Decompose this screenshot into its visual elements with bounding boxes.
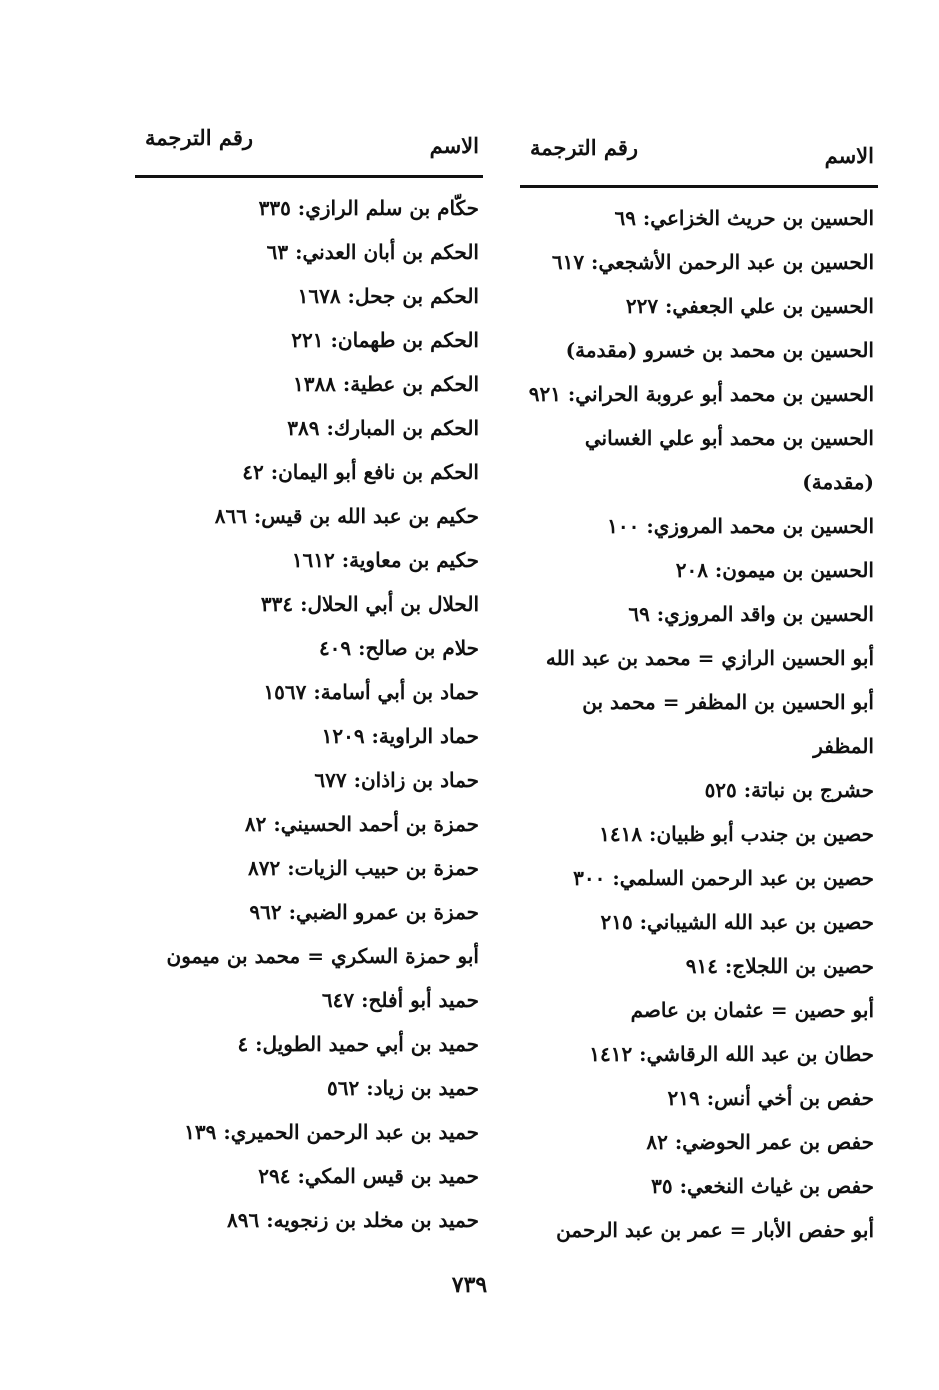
index-entry: حكّام بن سلم الرازي: ٣٣٥ [258,196,479,220]
index-entry: الحكم بن طهمان: ٢٢١ [291,328,479,352]
index-entry: الحسين بن محمد المروزي: ١٠٠ [607,514,874,538]
index-entry: حطان بن عبد الله الرقاشي: ١٤١٢ [589,1042,874,1066]
name-header: الاسم [429,133,479,158]
right-index-column [520,135,878,1252]
index-entry: حميد بن قيس المكي: ٢٩٤ [258,1164,479,1188]
index-entry: الحسين بن محمد بن خسرو (مقدمة) [565,338,874,362]
index-entry: أبو حصين = عثمان بن عاصم [630,998,874,1022]
header-rule [520,185,878,188]
index-entry: حمزة بن عمرو الضبي: ٩٦٢ [249,900,479,924]
index-entry: الحسين بن محمد أبو علي الغساني (مقدمة) [584,426,874,494]
left-entries-list [135,186,483,1242]
index-entry: حكيم بن معاوية: ١٦١٢ [291,548,479,572]
page-number: ٧٣٩ [451,1272,488,1298]
index-entry: حميد بن عبد الرحمن الحميري: ١٣٩ [184,1120,479,1144]
index-entry: أبو الحسين بن المظفر = محمد بن المظفر [582,690,874,758]
index-entry: حصين بن جندب أبو ظبيان: ١٤١٨ [599,822,874,846]
index-entry: حميد بن مخلد بن زنجويه: ٨٩٦ [227,1208,479,1232]
index-entry: حميد بن أبي حميد الطويل: ٤ [237,1032,479,1056]
index-entry: أبو حمزة السكري = محمد بن ميمون [166,944,479,968]
index-entry: حميد بن زياد: ٥٦٢ [327,1076,479,1100]
index-entry: حماد الراوية: ١٢٠٩ [321,724,479,748]
index-entry: حشرج بن نباتة: ٥٢٥ [704,778,874,802]
header-rule [135,175,483,178]
index-entry: حلام بن صالح: ٤٠٩ [318,636,479,660]
index-entry: حماد بن أبي أسامة: ١٥٦٧ [263,680,479,704]
index-entry: الحكم بن نافع أبو اليمان: ٤٢ [242,460,479,484]
index-entry: أبو الحسين الرازي = محمد بن عبد الله [545,646,874,670]
index-entry: الحكم بن جحل: ١٦٧٨ [297,284,479,308]
index-entry: الحسين بن عبد الرحمن الأشجعي: ٦١٧ [551,250,874,274]
index-entry: حمزة بن أحمد الحسيني: ٨٢ [244,812,479,836]
left-index-column [135,125,483,1242]
number-header: رقم الترجمة [145,125,254,150]
index-entry: الحكم بن المبارك: ٣٨٩ [287,416,479,440]
right-entries-list [520,196,878,1252]
index-entry: الحسين بن ميمون: ٢٠٨ [675,558,874,582]
index-entry: حفص بن غياث النخعي: ٣٥ [651,1174,874,1198]
index-entry: حصين بن اللجلاج: ٩١٤ [685,954,874,978]
index-entry: الحسين بن محمد أبو عروبة الحراني: ٩٢١ [528,382,874,406]
index-entry: الحسين بن علي الجعفي: ٢٢٧ [625,294,874,318]
index-entry: الحكم بن أبان العدني: ٦٣ [266,240,479,264]
name-header: الاسم [824,143,874,168]
right-column-header [520,135,878,185]
index-entry: حماد بن زاذان: ٦٧٧ [314,768,479,792]
index-entry: حمزة بن حبيب الزيات: ٨٧٢ [248,856,479,880]
index-entry: حميد أبو أفلح: ٦٤٧ [321,988,479,1012]
index-entry: الحكم بن عطية: ١٣٨٨ [292,372,479,396]
index-entry: الحسين بن واقد المروزي: ٦٩ [628,602,874,626]
index-entry: أبو حفص الأبار = عمر بن عبد الرحمن [556,1218,874,1242]
index-entry: حصين بن عبد الله الشيباني: ٢١٥ [600,910,874,934]
index-entry: حفص بن عمر الحوضي: ٨٢ [646,1130,874,1154]
index-entry: حصين بن عبد الرحمن السلمي: ٣٠٠ [573,866,874,890]
index-entry: حفص بن أخي أنس: ٢١٩ [667,1086,874,1110]
index-entry: حكيم بن عبد الله بن قيس: ٨٦٦ [214,504,479,528]
left-column-header [135,125,483,175]
number-header: رقم الترجمة [530,135,639,160]
index-entry: الحسين بن حريث الخزاعي: ٦٩ [614,206,874,230]
index-entry: الحلال بن أبي الحلال: ٣٣٤ [260,592,479,616]
